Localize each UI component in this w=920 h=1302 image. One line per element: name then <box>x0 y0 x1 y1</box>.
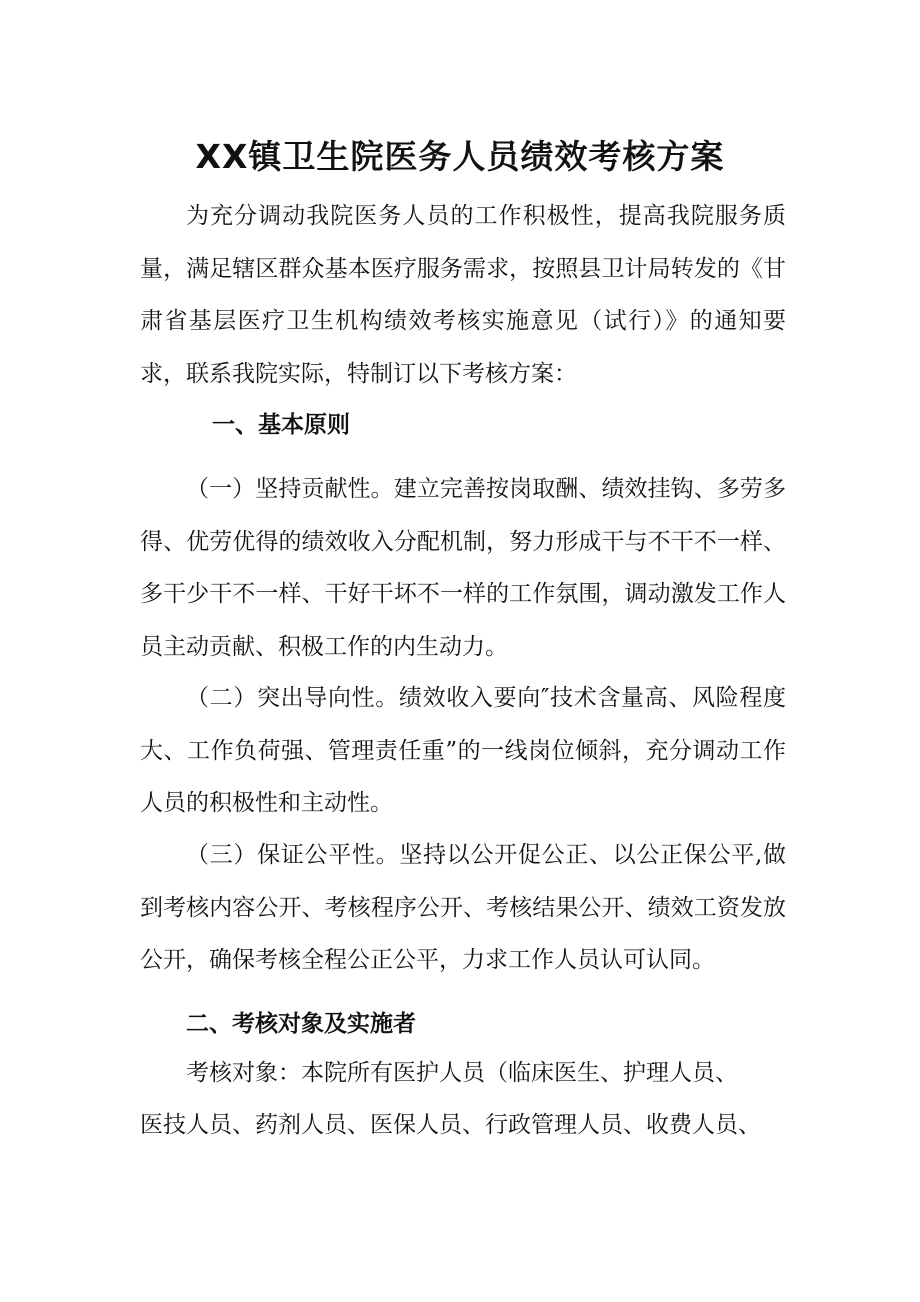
assessment-targets-line-1: 考核对象：本院所有医护人员（临床医生、护理人员、 <box>186 1060 738 1086</box>
principle-paragraph-contribution: （一）坚持贡献性。建立完善按岗取酬、绩效挂钩、多劳多得、优劳优得的绩效收入分配机制，努力形成干与不干不一样、多干少干不一样、干好干坏不一样的工作氛围，调动激发工作人员主动贡献、积极工作的内生动力。 <box>140 476 786 660</box>
principle-paragraph-orientation: （二）突出导向性。绩效收入要向″技术含量高、风险程度大、工作负荷强、管理责任重”的一线岗位倾斜，充分调动工作人员的积极性和主动性。 <box>140 685 786 816</box>
section-heading-assessment-targets: 二、考核对象及实施者 <box>186 1010 416 1037</box>
intro-paragraph: 为充分调动我院医务人员的工作积极性，提高我院服务质量，满足辖区群众基本医疗服务需求，按照县卫计局转发的《甘肃省基层医疗卫生机构绩效考核实施意见（试行）》的通知要求，联系我院实际，特制订以下考核方案： <box>140 203 786 387</box>
document-title: XX镇卫生院医务人员绩效考核方案 <box>195 137 725 176</box>
principle-paragraph-fairness: （三）保证公平性。坚持以公开促公正、以公正保公平,做到考核内容公开、考核程序公开、考核结果公开、绩效工资发放公开，确保考核全程公正公平，力求工作人员认可认同。 <box>140 842 786 973</box>
section-heading-basic-principles: 一、基本原则 <box>212 411 350 438</box>
assessment-targets-line-2: 医技人员、药剂人员、医保人员、行政管理人员、收费人员、 <box>140 1112 761 1138</box>
